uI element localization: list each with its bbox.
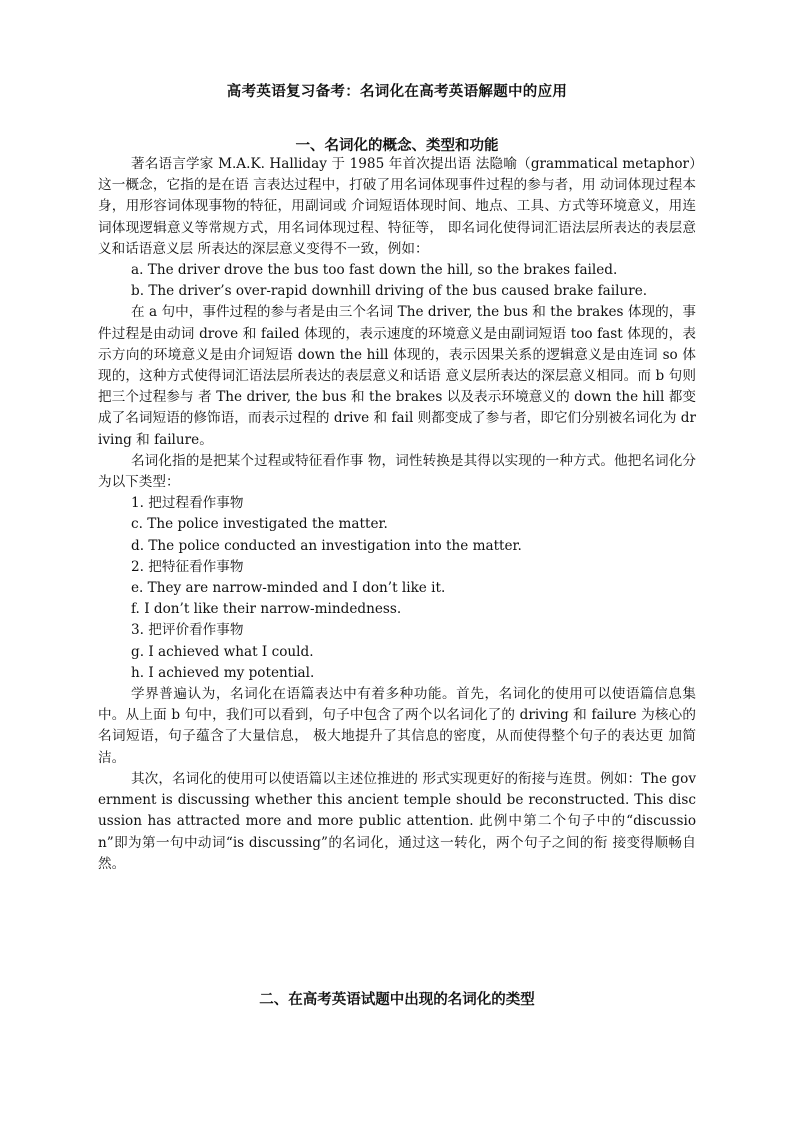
paragraph-function-first: 学界普遍认为，名词化在语篇表达中有着多种功能。首先，名词化的使用可以使语篇信息集中。从上面 b 句中，我们可以看到，句子中包含了两个以名词化了的 driving 和 failure 为核心的名词短语，句子蕴含了大量信息， 极大地提升了其信息的密度，从而使得整个句子的表达更 加简洁。 [98,686,696,766]
example-sentence-h: h. I achieved my potential. [131,664,315,681]
paragraph-nominalization-definition: 名词化指的是把某个过程或特征看作事 物，词性转换是其得以实现的一种方式。他把名词化分为以下类型： [98,452,696,491]
paragraph-comparison: 在 a 句中，事件过程的参与者是由三个名词 The driver, the bus 和 the brakes 体现的，事件过程是由动词 drove 和 failed 体现的，表示速度的环境意义是由副词短语 too fast 体现的，表示方向的环境意义是由介词短语 down the hill 体现的，表示因果关系的逻辑意义是由连词 so 体 现的，这种方式使得词汇语法层所表达的表层意义和话语 意义层所表达的深层意义相同。而 b 句则把三个过程参与 者 The driver, the bus 和 the brakes 以及表示环境意义的 down the hill 都变成了名词短语的修饰语，而表示过程的 drive 和 fail 则都变成了参与者，即它们分别被名词化为 driving 和 failure。 [98,304,696,448]
list-item-process: 1. 把过程看作事物 [131,495,244,512]
example-sentence-d: d. The police conducted an investigation into the matter. [131,537,522,554]
example-sentence-f: f. I don’t like their narrow-mindedness. [131,601,402,618]
example-sentence-e: e. They are narrow-minded and I don’t like it. [131,580,446,597]
example-sentence-a: a. The driver drove the bus too fast down the hill, so the brakes failed. [131,262,618,279]
example-sentence-c: c. The police investigated the matter. [131,516,388,533]
example-sentence-g: g. I achieved what I could. [131,643,314,660]
section-heading-1: 一、名词化的概念、类型和功能 [295,138,499,154]
list-item-evaluation: 3. 把评价看作事物 [131,622,244,639]
document-title: 高考英语复习备考：名词化在高考英语解题中的应用 [226,84,568,100]
example-sentence-b: b. The driver’s over-rapid downhill driving of the bus caused brake failure. [131,283,648,300]
list-item-feature: 2. 把特征看作事物 [131,558,244,575]
paragraph-function-second: 其次，名词化的使用可以使语篇以主述位推进的 形式实现更好的衔接与连贯。例如：The government is discussing whether this ancient temple should be reconstructed. This discussion has attracted more and more public attention. 此例中第二个句子中的“discussion”即为第一句中动词“is discussing”的名词化，通过这一转化，两个句子之间的衔 接变得顺畅自然。 [98,770,696,872]
section-heading-2: 二、在高考英语试题中出现的名词化的类型 [259,992,535,1008]
paragraph-halliday-intro: 著名语言学家 M.A.K. Halliday 于 1985 年首次提出语 法隐喻（grammatical metaphor）这一概念，它指的是在语 言表达过程中，打破了用名词体现事件过程的参与者，用 动词体现过程本身，用形容词体现事物的特征，用副词或 介词短语体现时间、地点、工具、方式等环境意义，用连 词体现逻辑意义等常规方式，用名词体现过程、特征等， 即名词化使得词汇语法层所表达的表层意义和话语意义层 所表达的深层意义变得不一致，例如： [98,156,696,257]
document-body [98,154,696,875]
